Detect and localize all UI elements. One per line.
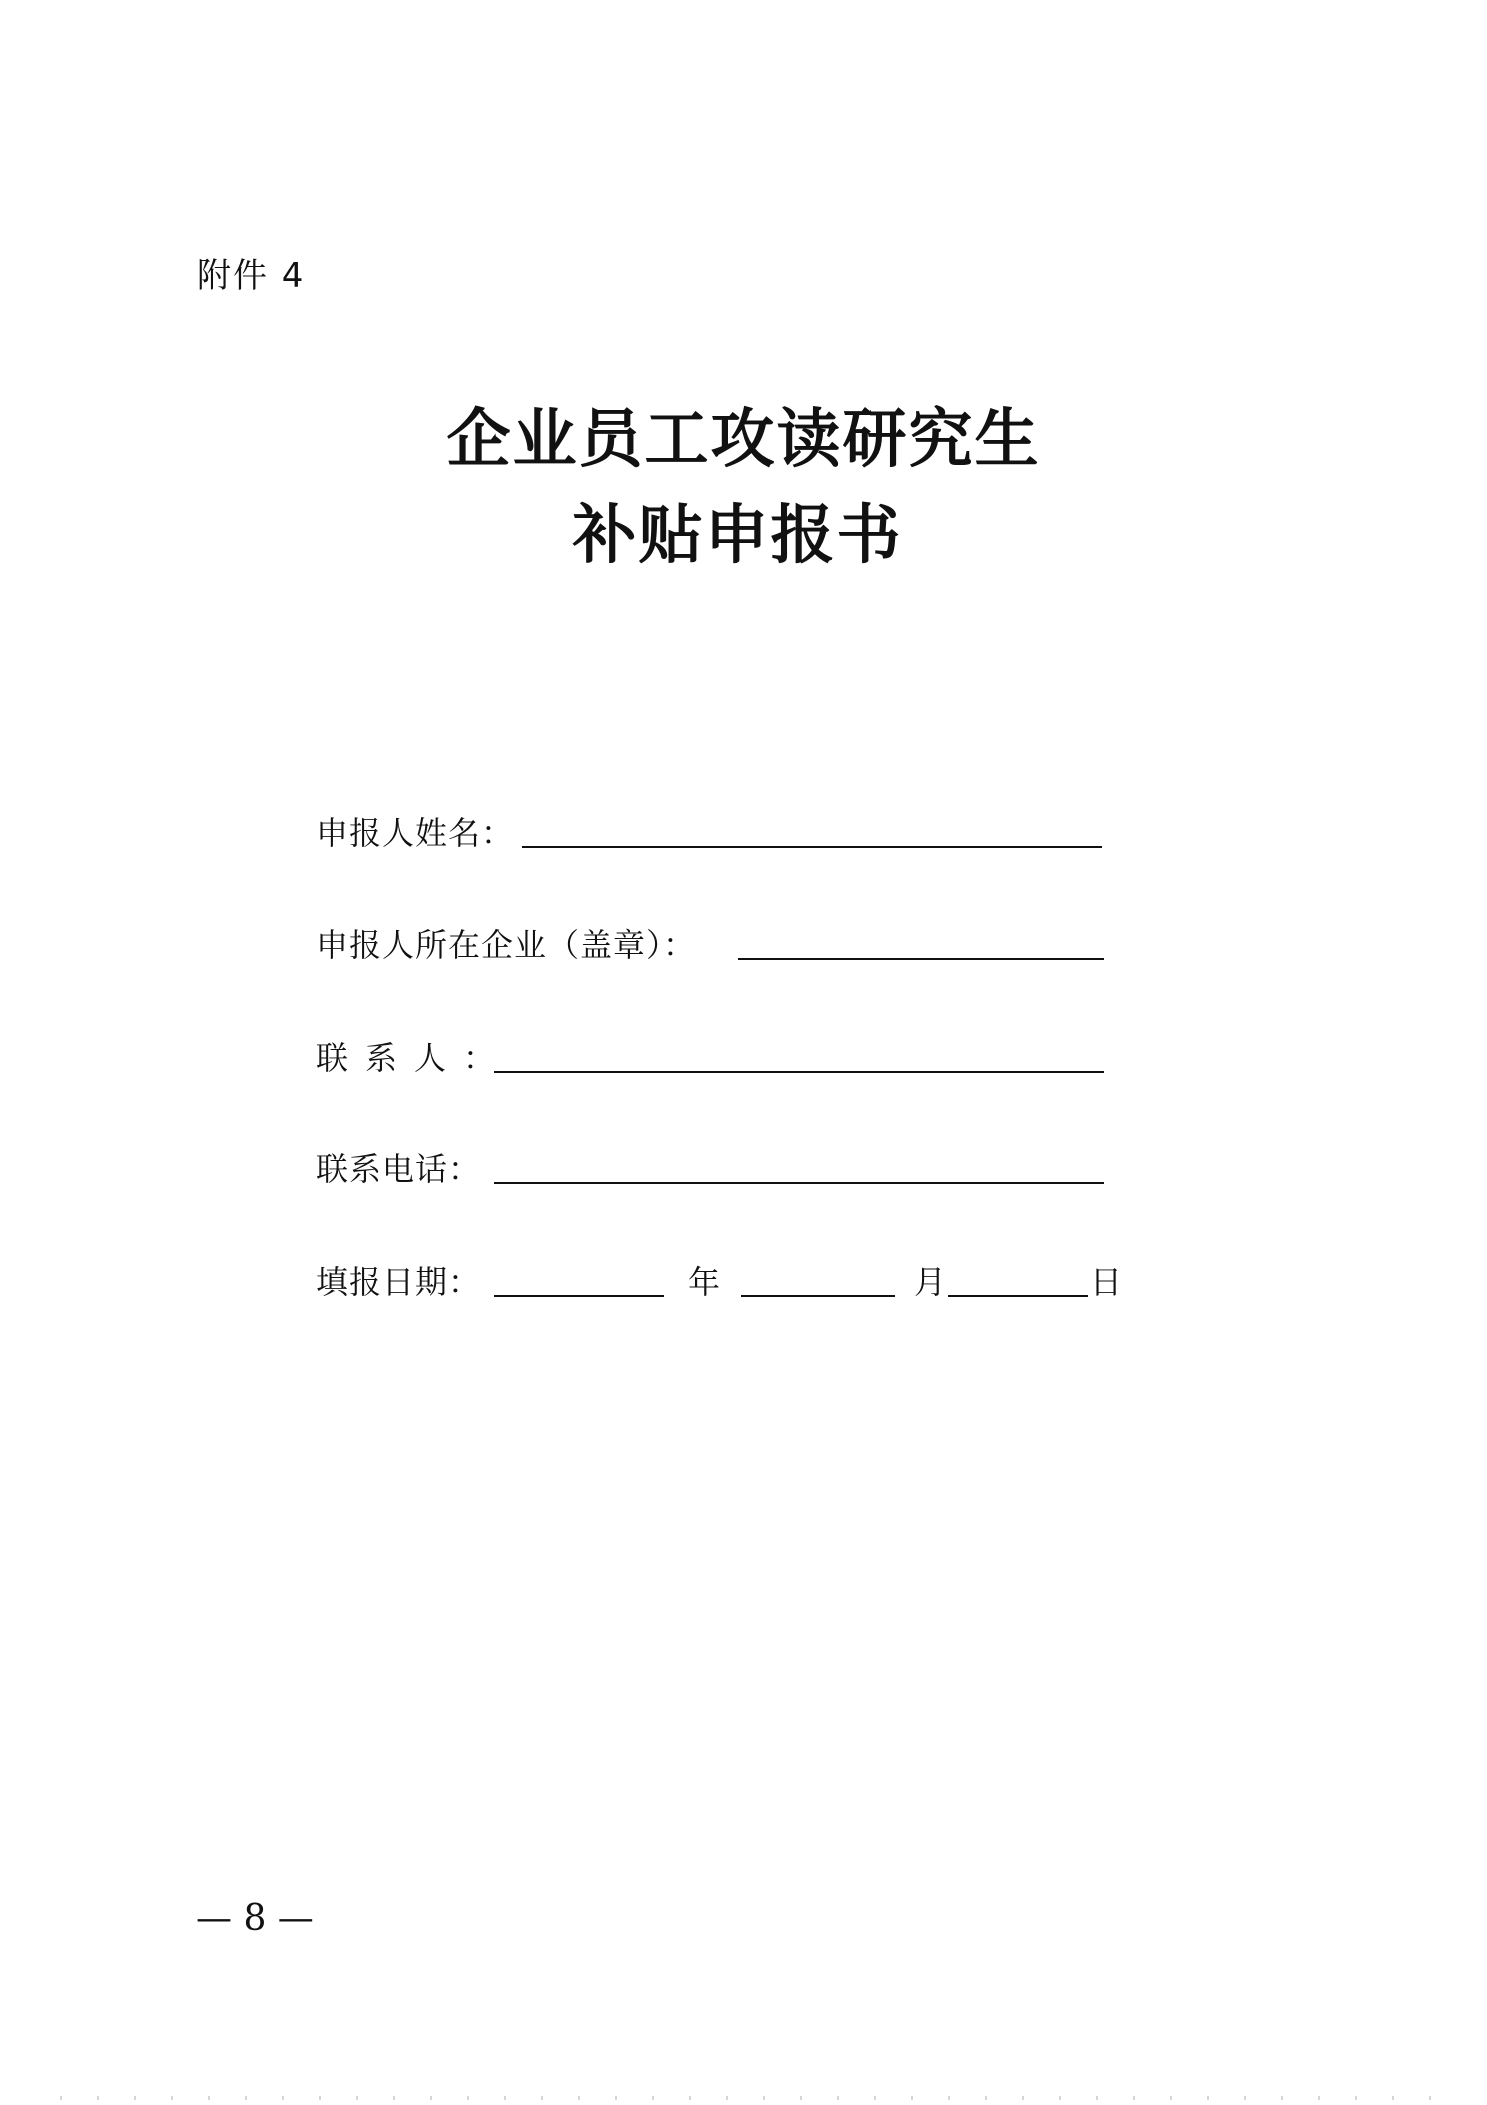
applicant-name-label: 申报人姓名： xyxy=(316,814,515,852)
applicant-company-label: 申报人所在企业（盖章）： xyxy=(316,926,697,964)
document-title-line-2: 补贴申报书 xyxy=(572,498,903,573)
attachment-label: 附件 4 xyxy=(197,256,306,296)
year-unit: 年 xyxy=(688,1263,721,1301)
day-unit: 日 xyxy=(1090,1263,1123,1301)
page-number: — 8 — xyxy=(196,1898,314,1939)
applicant-name-blank-line xyxy=(522,846,1102,848)
scan-artifact-row xyxy=(60,2096,1460,2100)
contact-person-blank-line xyxy=(494,1071,1104,1073)
fill-date-label: 填报日期： xyxy=(316,1263,482,1301)
day-blank-line xyxy=(948,1295,1088,1297)
month-unit: 月 xyxy=(914,1263,947,1301)
applicant-company-blank-line xyxy=(738,958,1104,960)
month-blank-line xyxy=(741,1295,895,1297)
contact-phone-blank-line xyxy=(494,1182,1104,1184)
contact-person-label: 联系人： xyxy=(316,1039,513,1077)
document-title-line-1: 企业员工攻读研究生 xyxy=(446,402,1041,477)
year-blank-line xyxy=(494,1295,664,1297)
contact-phone-label: 联系电话： xyxy=(316,1150,482,1188)
